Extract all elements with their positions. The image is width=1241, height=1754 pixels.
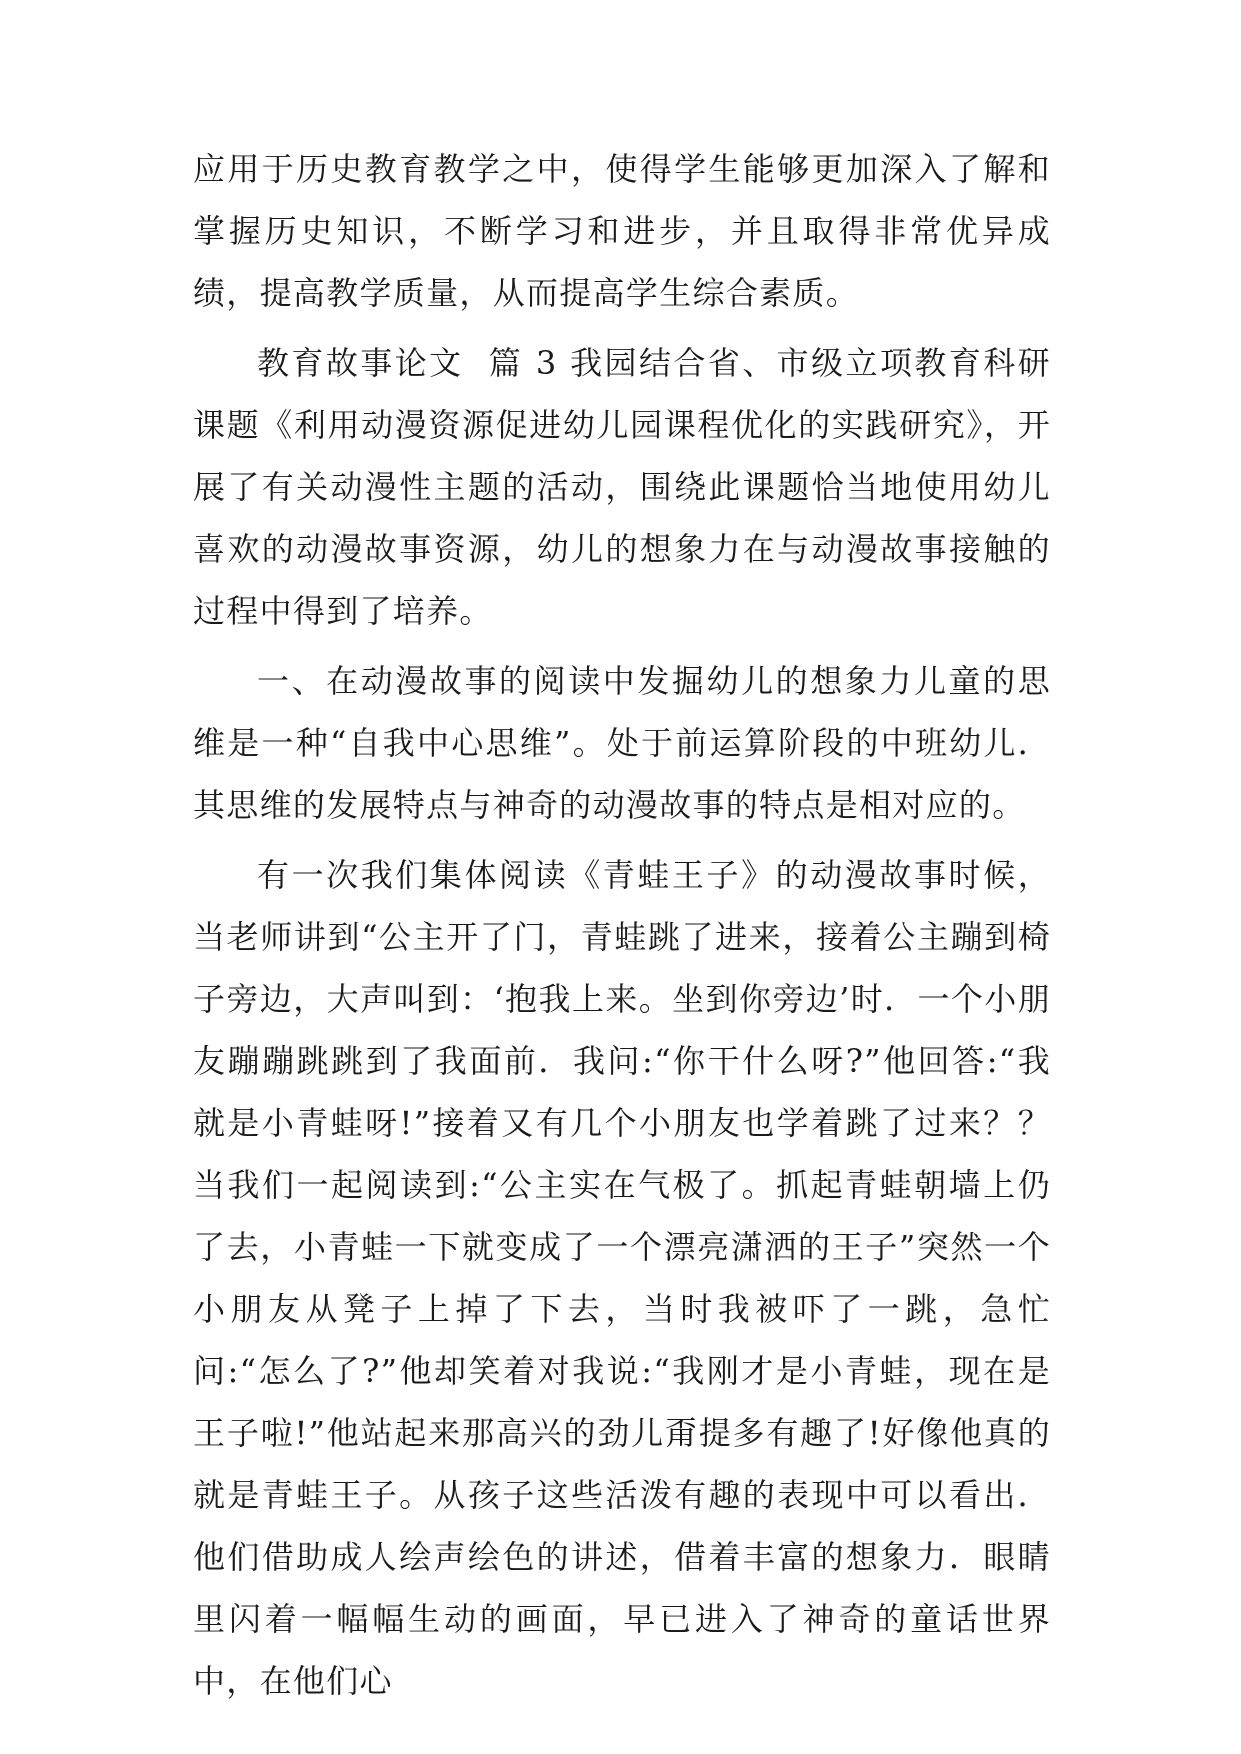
paragraph-2 — [193, 332, 1051, 642]
paragraph-4-text: 有一次我们集体阅读《青蛙王子》的动漫故事时候，当老师讲到“公主开了门，青蛙跳了进来，接着公主蹦到椅子旁边，大声叫到：‘抱我上来。坐到你旁边’时．一个小朋友蹦蹦跳跳到了我面前．我问:“你干什么呀?”他回答:“我就是小青蛙呀!”接着又有几个小朋友也学着跳了过来？？当我们一起阅读到:“公主实在气极了。抓起青蛙朝墙上仍了去，小青蛙一下就变成了一个漂亮潇洒的王子”突然一个小朋友从凳子上掉了下去，当时我被吓了一跳，急忙问:“怎么了?”他却笑着对我说:“我刚才是小青蛙，现在是王子啦!”他站起来那高兴的劲儿甭提多有趣了!好像他真的就是青蛙王子。从孩子这些活泼有趣的表现中可以看出．他们借助成人绘声绘色的讲述，借着丰富的想象力．眼睛里闪着一幅幅生动的画面，早已进入了神奇的童话世界中，在他们心 — [193, 856, 1051, 1700]
paragraph-3 — [193, 650, 1051, 836]
paragraph-2-text: 我园结合省、市级立项教育科研课题《利用动漫资源促进幼儿园课程优化的实践研究》，开展了有关动漫性主题的活动，围绕此课题恰当地使用幼儿喜欢的动漫故事资源，幼儿的想象力在与动漫故事接触的过程中得到了培养。 — [193, 344, 1051, 630]
title-gap — [557, 344, 570, 382]
section-title: 教育故事论文 篇 3 — [257, 344, 558, 382]
paragraph-4 — [193, 844, 1051, 1712]
paragraph-1-text: 应用于历史教育教学之中，使得学生能够更加深入了解和掌握历史知识，不断学习和进步，并且取得非常优异成绩，提高教学质量，从而提高学生综合素质。 — [193, 150, 1051, 312]
paragraph-1 — [193, 138, 1051, 324]
paragraph-3-text: 一、在动漫故事的阅读中发掘幼儿的想象力儿童的思维是一种“自我中心思维”。处于前运算阶段的中班幼儿．其思维的发展特点与神奇的动漫故事的特点是相对应的。 — [193, 662, 1051, 824]
body-text — [193, 138, 1051, 1720]
